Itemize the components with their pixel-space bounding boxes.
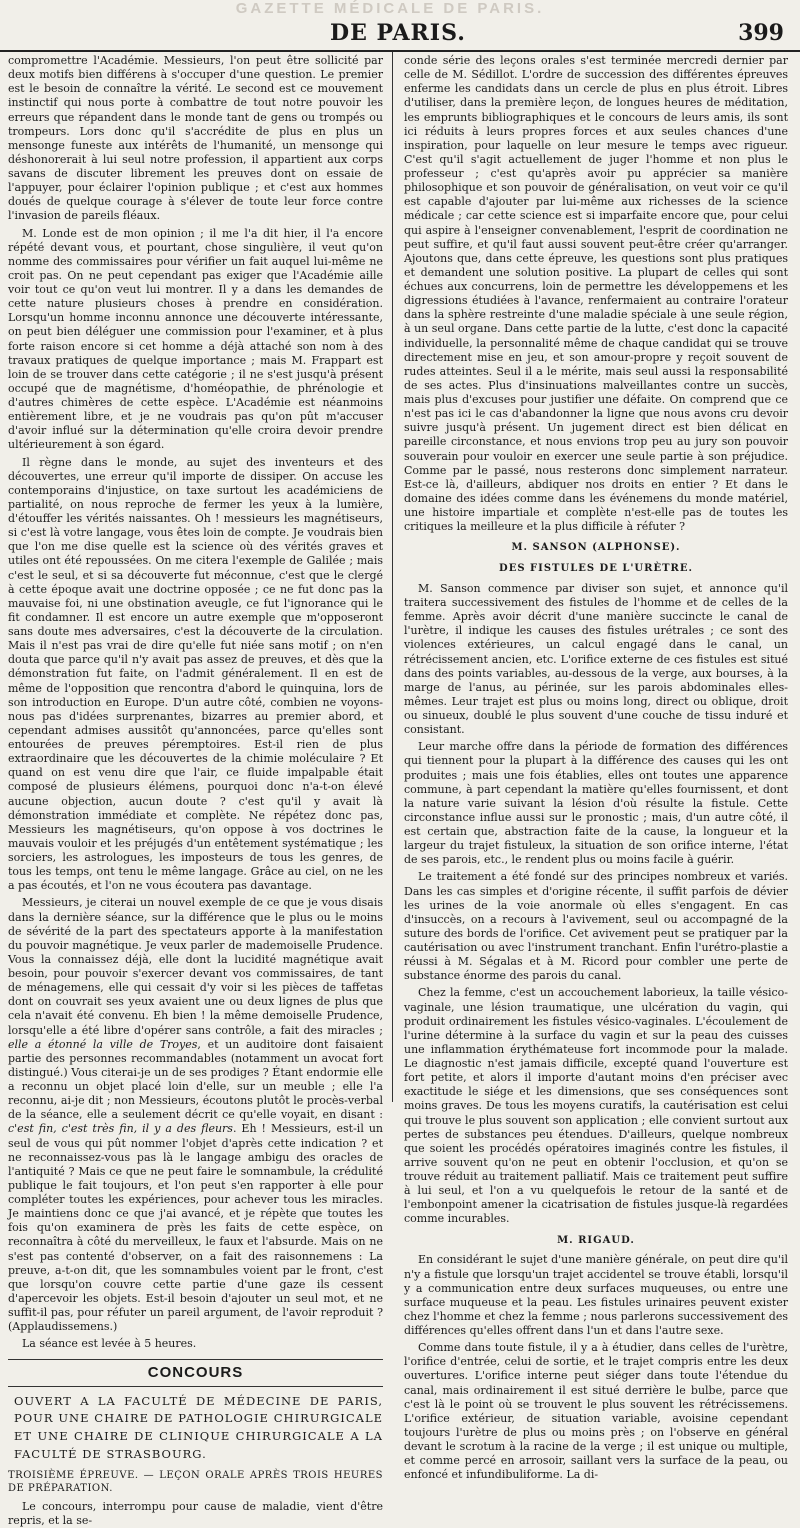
paragraph xyxy=(8,896,383,1334)
italic-run: elle a étonné la ville de Troyes xyxy=(8,1037,198,1051)
paragraph: Comme dans toute fistule, il y a à étudier, dans celles de l'urètre, l'orifice d'entrée, celui de sortie, et le trajet compris entre les deux ouvertures. L'orifice interne peut siéger dans toute l'étendue du canal, mais ordinairement il est situé derrière le bulbe, parce que c'est là le point où se trouvent le plus souvent les rétrécissemens. L'orifice extérieur, de situation variable, avoisine cependant toujours l'urètre de plus ou moins près ; on l'observe en général devant le scrotum à la racine de la verge ; il est unique ou multiple, et comme percé en arrosoir, saillant vers la surface de la peau, ou enfoncé et infundibuliforme. La di- xyxy=(404,1341,788,1482)
section-subtitle-fistules: DES FISTULES DE L'URÈTRE. xyxy=(499,563,693,575)
paragraph: En considérant le sujet d'une manière générale, on peut dire qu'il n'y a fistule que lorsqu'un trajet accidentel se trouve établi, lorsqu'il y a communication entre deux surfaces muqueuses, ou entre une surface muqueuse et la peau. Les fistules urinaires peuvent exister chez l'homme et chez la femme ; nous parlerons successivement des différences qu'elles offrent dans l'un et dans l'autre sexe. xyxy=(404,1253,788,1338)
paragraph: Il règne dans le monde, au sujet des inventeurs et des découvertes, une erreur qu'il importe de dissiper. On accuse les contemporains d'injustice, on taxe surtout les académiciens de partialité, on nous reproche de fermer les yeux à la lumière, d'étouffer les vérités naissantes. Oh ! messieurs les magnétiseurs, si c'est là votre langage, vous êtes loin de compte. Je voudrais bien que l'on me dise quelle est la science où des vérités graves et utiles ont été repoussées. On me citera l'exemple de Galilée ; mais c'est le seul, et si sa découverte fut méconnue, c'est que le clergé à cette époque avait une doctrine opposée ; ce ne fut donc pas la mauvaise foi, ni une obstination aveugle, ce fut l'ignorance qui le fit condamner. Il est encore un autre exemple que m'opposeront sans doute mes adversaires, c'est la découverte de la circulation. Mais il n'est pas vrai de dire qu'elle fut niée sans motif ; on n'en douta que parce qu'il n'y avait pas assez de preuves, et dès que la démonstration fut faite, on l'admit généralement. Il en est de même de l'opposition que rencontra d'abord le quinquina, lors de son introduction en Europe. D'un autre côté, combien ne voyons-nous pas d'idées surprenantes, bizarres au premier abord, et cependant admises aussitôt qu'annoncées, parce qu'elles sont entourées de preuves péremptoires. Est-il rien de plus extraordinaire que les découvertes de la chimie moléculaire ? Et quand on est venu dire que l'air, ce fluide impalpable était composé de plusieurs élémens, pourquoi donc n'a-t-on élevé aucune objection, aucun doute ? c'est qu'il y avait là démonstration immédiate et complète. Ne répétez donc pas, Messieurs les magnétiseurs, qu'on oppose à vos doctrines le mauvais vouloir et les préjugés d'un entêtement systématique ; les sorciers, les astrologues, les imposteurs de tous les genres, de tous les temps, ont tenu le même langage. Grâce au ciel, on ne les a pas écoutés, et l'on ne vous écoutera pas davantage. xyxy=(8,455,383,893)
column-divider xyxy=(392,52,393,1102)
paragraph: Chez la femme, c'est un accouchement laborieux, la taille vésico-vaginale, une lésion traumatique, une ulcération du vagin, qui produit ordinairement les fistules vésico-vaginales. L'écoulement de l'urine détermine à la surface du vagin et sur la peau des cuisses une inflammation érythémateuse fort incommode pour la malade. Le diagnostic n'est jamais difficile, excepté quand l'ouverture est fort petite, et alors il importe d'autant moins d'en préciser avec exactitude le siége et les dimensions, que ses conséquences sont moins graves. De tous les moyens curatifs, la cautérisation est celui qui trouve le plus souvent son application ; elle convient surtout aux pertes de substances peu étendues. D'ailleurs, quelque nombreux que soient les procédés opératoires imaginés contre les fistules, il arrive souvent qu'on ne peut en obtenir l'occlusion, et qu'on se trouve réduit au traitement palliatif. Mais ce traitement peut suffire à lui seul, et l'on a vu quelquefois le retour de la santé et de l'embonpoint amener la cicatrisation de fistules jusque-là regardées comme incurables. xyxy=(404,986,788,1226)
paragraph: M. Sanson commence par diviser son sujet, et annonce qu'il traitera successivement des fistules de l'homme et de celles de la femme. Après avoir décrit d'une manière succincte le canal de l'urètre, il indique les causes des fistules urétrales ; ce sont des violences extérieures, un calcul engagé dans le canal, un rétrécissement ancien, etc. L'orifice externe de ces fistules est situé dans des points variables, au-dessous de la verge, aux bourses, à la marge de l'anus, au périnée, sur les parois abdominales elles-mêmes. Leur trajet est plus ou moins long, direct ou oblique, droit ou sinueux, doublé le plus souvent d'une couche de tissu induré et consistant. xyxy=(404,581,788,737)
paragraph: compromettre l'Académie. Messieurs, l'on peut être sollicité par deux motifs bien différens à s'occuper d'une question. Le premier est le besoin de connaître la vérité. Le second est ce mouvement instinctif qui nous porte à combattre de tout notre pouvoir les erreurs que répandent dans le monde tant de gens ou trompés ou trompeurs. Lors donc qu'il s'accrédite de plus en plus un mensonge funeste aux intérêts de l'humanité, un mensonge qui déshonorerait à lui seul notre profession, il appartient aux corps savans de discuter librement les preuves dont on essaie de l'appuyer, pour éclairer l'opinion publique ; et c'est aux hommes doués de quelque courage à s'élever de toute leur force contre l'invasion de pareils fléaux. xyxy=(8,54,383,223)
left-column xyxy=(8,54,383,1527)
text-run: Messieurs, je citerai un nouvel exemple de ce que je vous disais dans la dernière séance, sur la différence que le plus ou le moins de sévérité de la part des spectateurs apporte à la manifestation du pouvoir magnétique. Je veux parler de mademoiselle Prudence. Vous la connaissez déjà, elle dont la lucidité magnétique avait besoin, pour pouvoir s'exercer devant vos commissaires, de tant de ménagemens, elle qui cessait d'y voir si les pièces de taffetas dont on couvrait ses yeux avaient une ou deux lignes de plus que cela n'avait été convenu. Eh bien ! la même demoiselle Prudence, lorsqu'elle a été libre d'opérer sans contrôle, a fait des miracles ; xyxy=(8,896,383,1037)
paragraph: Leur marche offre dans la période de formation des différences qui tiennent pour la plupart à la différence des causes qui les ont produites ; mais une fois établies, elles ont toutes une apparence commune, à part cependant la matière qu'elles fournissent, et dont la nature varie suivant la lésion d'où résulte la fistule. Cette circonstance influe aussi sur le pronostic ; mais, d'un autre côté, il est certain que, abstraction faite de la cause, la longueur et la largeur du trajet fistuleux, la situation de son orifice interne, l'état de ses parois, etc., le rendent plus ou moins facile à guérir. xyxy=(404,740,788,867)
concours-heading: CONCOURS xyxy=(8,1359,383,1386)
concours-subheading: OUVERT A LA FACULTÉ DE MÉDECINE DE PARIS, POUR UNE CHAIRE DE PATHOLOGIE CHIRURGICALE ET UNE CHAIRE DE CLINIQUE CHIRURGICALE A LA FACULTÉ DE STRASBOURG. xyxy=(14,1393,383,1462)
page-header xyxy=(0,0,800,52)
section-title-sanson: M. SANSON (ALPHONSE). xyxy=(511,542,681,554)
paragraph: La séance est levée à 5 heures. xyxy=(22,1337,197,1351)
right-column xyxy=(404,54,788,1482)
paragraph: Le traitement a été fondé sur des principes nombreux et variés. Dans les cas simples et d'origine récente, il suffit parfois de dévier les urines de la voie anormale où elles s'engagent. En cas d'insuccès, on a recours à l'avivement, seul ou accompagné de la suture des bords de l'orifice. Cet avivement peut se pratiquer par la cautérisation ou avec l'instrument tranchant. Enfin l'urétro-plastie a réussi à M. Ségalas et à M. Ricord pour combler une perte de substance énorme des parois du canal. xyxy=(404,870,788,983)
paragraph: conde série des leçons orales s'est terminée mercredi dernier par celle de M. Sédillot. L'ordre de succession des différentes épreuves enferme les candidats dans un cercle de plus en plus étroit. Libres d'utiliser, dans la première leçon, de longues heures de méditation, les emprunts bibliographiques et le concours de leurs amis, ils sont ici réduits à leurs propres forces et aux seules chances d'une inspiration, pour laquelle on leur mesure le temps avec rigueur. C'est qu'il s'agit actuellement de juger l'homme et non plus le professeur ; c'est qu'après avoir pu apprécier sa manière philosophique et son pouvoir de généralisation, on veut voir ce qu'il est capable d'ajouter par lui-même aux richesses de la science médicale ; car cette science est si imparfaite encore que, pour celui qui aspire à l'enseigner convenablement, l'esprit de coordination ne peut suffire, et qu'il faut aussi souvent peut-être créer qu'arranger. Ajoutons que, dans cette épreuve, les questions sont plus pratiques et demandent une solution positive. La plupart de celles qui sont échues aux concurrens, loin de permettre les développemens et les digressions étudiées à l'avance, renfermaient au contraire l'orateur dans la sphère restreinte d'une maladie spéciale à une seule région, à un seul organe. Dans cette partie de la lutte, c'est donc la capacité individuelle, la personnalité même de chaque candidat qui se trouve directement mise en jeu, et son amour-propre y reçoit souvent de rudes atteintes. Seul il a le mérite, mais seul aussi la responsabilité de ses actes. Plus d'insinuations malveillantes contre un succès, mais plus d'excuses pour justifier une défaite. On comprend que ce n'est pas ici le cas d'abandonner la ligne que nous avons cru devoir suivre jusqu'à présent. Un jugement direct est bien délicat en pareille circonstance, et nous envions trop peu au jury son pouvoir souverain pour vouloir en exercer une seule partie à son préjudice. Comme par le passé, nous resterons donc simplement narrateur. Est-ce là, d'ailleurs, abdiquer nos droits en entier ? Et dans le domaine des idées comme dans les événemens du monde matériel, une histoire impartiale et complète n'est-elle pas de toutes les critiques la meilleure et la plus difficile à réfuter ? xyxy=(404,54,788,534)
page-number: 399 xyxy=(738,20,784,46)
bleed-through-masthead: GAZETTE MÉDICALE DE PARIS. xyxy=(235,0,545,17)
epreuve-heading: TROISIÈME ÉPREUVE. — LEÇON ORALE APRÈS TROIS HEURES DE PRÉPARATION. xyxy=(8,1469,383,1494)
text-run: . Eh ! Messieurs, est-il un seul de vous qui pût nommer l'objet d'après cette indication ? et ne reconnaissez-vous pas là le langage ambigu des oracles de l'antiquité ? Mais ce que ne peut faire le somnambule, la crédulité publique le fait toujours, et l'on peut s'en rapporter à elle pour compléter toutes les expériences, pour achever tous les miracles. Je maintiens donc ce que j'ai avancé, et je répète que toutes les fois qu'on examinera de près les faits de cette espèce, on reconnaîtra à côté du merveilleux, le faux et l'absurde. Mais on ne s'est pas contenté d'observer, on a fait des raisonnemens : La preuve, a-t-on dit, que les somnambules voient par le front, c'est que lorsqu'on couvre cette partie d'une gaze ils cessent d'apercevoir les objets. Est-il besoin d'ajouter un seul mot, et ne suffit-il pas, pour réfuter un pareil argument, de l'avoir reproduit ? (Applaudissemens.) xyxy=(8,1122,383,1334)
paragraph: M. Londe est de mon opinion ; il me l'a dit hier, il l'a encore répété devant vous, et pourtant, chose singulière, il veut qu'on nomme des commissaires pour vérifier un fait auquel lui-même ne croit pas. On ne peut cependant pas exiger que l'Académie aille voir tout ce qu'on veut lui montrer. Il y a dans les demandes de cette nature plusieurs choses à prendre en considération. Lorsqu'un homme inconnu annonce une découverte intéressante, on peut bien déléguer une commission pour l'examiner, et à plus forte raison encore si cet homme a déjà attaché son nom à des travaux pratiques de quelque importance ; mais M. Frappart est loin de se trouver dans cette catégorie ; il ne s'est jusqu'à présent occupé que de magnétisme, d'homéopathie, de phrénologie et d'autres chimères de cette espèce. L'Académie est néanmoins entièrement libre, et je ne voudrais pas qu'on pût m'accuser d'avoir influé sur la détermination qu'elle croira devoir prendre ultérieurement à son égard. xyxy=(8,226,383,452)
text-run: , et un auditoire dont faisaient partie des personnes recommandables (notamment un avocat fort distingué.) Vous citerai-je un de ses prodiges ? Étant endormie elle a reconnu un objet placé loin d'elle, sur un meuble ; elle l'a reconnu, ai-je dit ; non Messieurs, écoutons plutôt le procès-verbal de la séance, elle a seulement décrit ce qu'elle voyait, en disant : xyxy=(8,1037,383,1122)
masthead-title: DE PARIS. xyxy=(330,20,466,46)
paragraph: Le concours, interrompu pour cause de maladie, vient d'être repris, et la se- xyxy=(8,1499,383,1527)
section-title-rigaud: M. RIGAUD. xyxy=(557,1234,635,1246)
italic-quote: c'est fin, c'est très fin, il y a des fleurs xyxy=(8,1122,233,1136)
